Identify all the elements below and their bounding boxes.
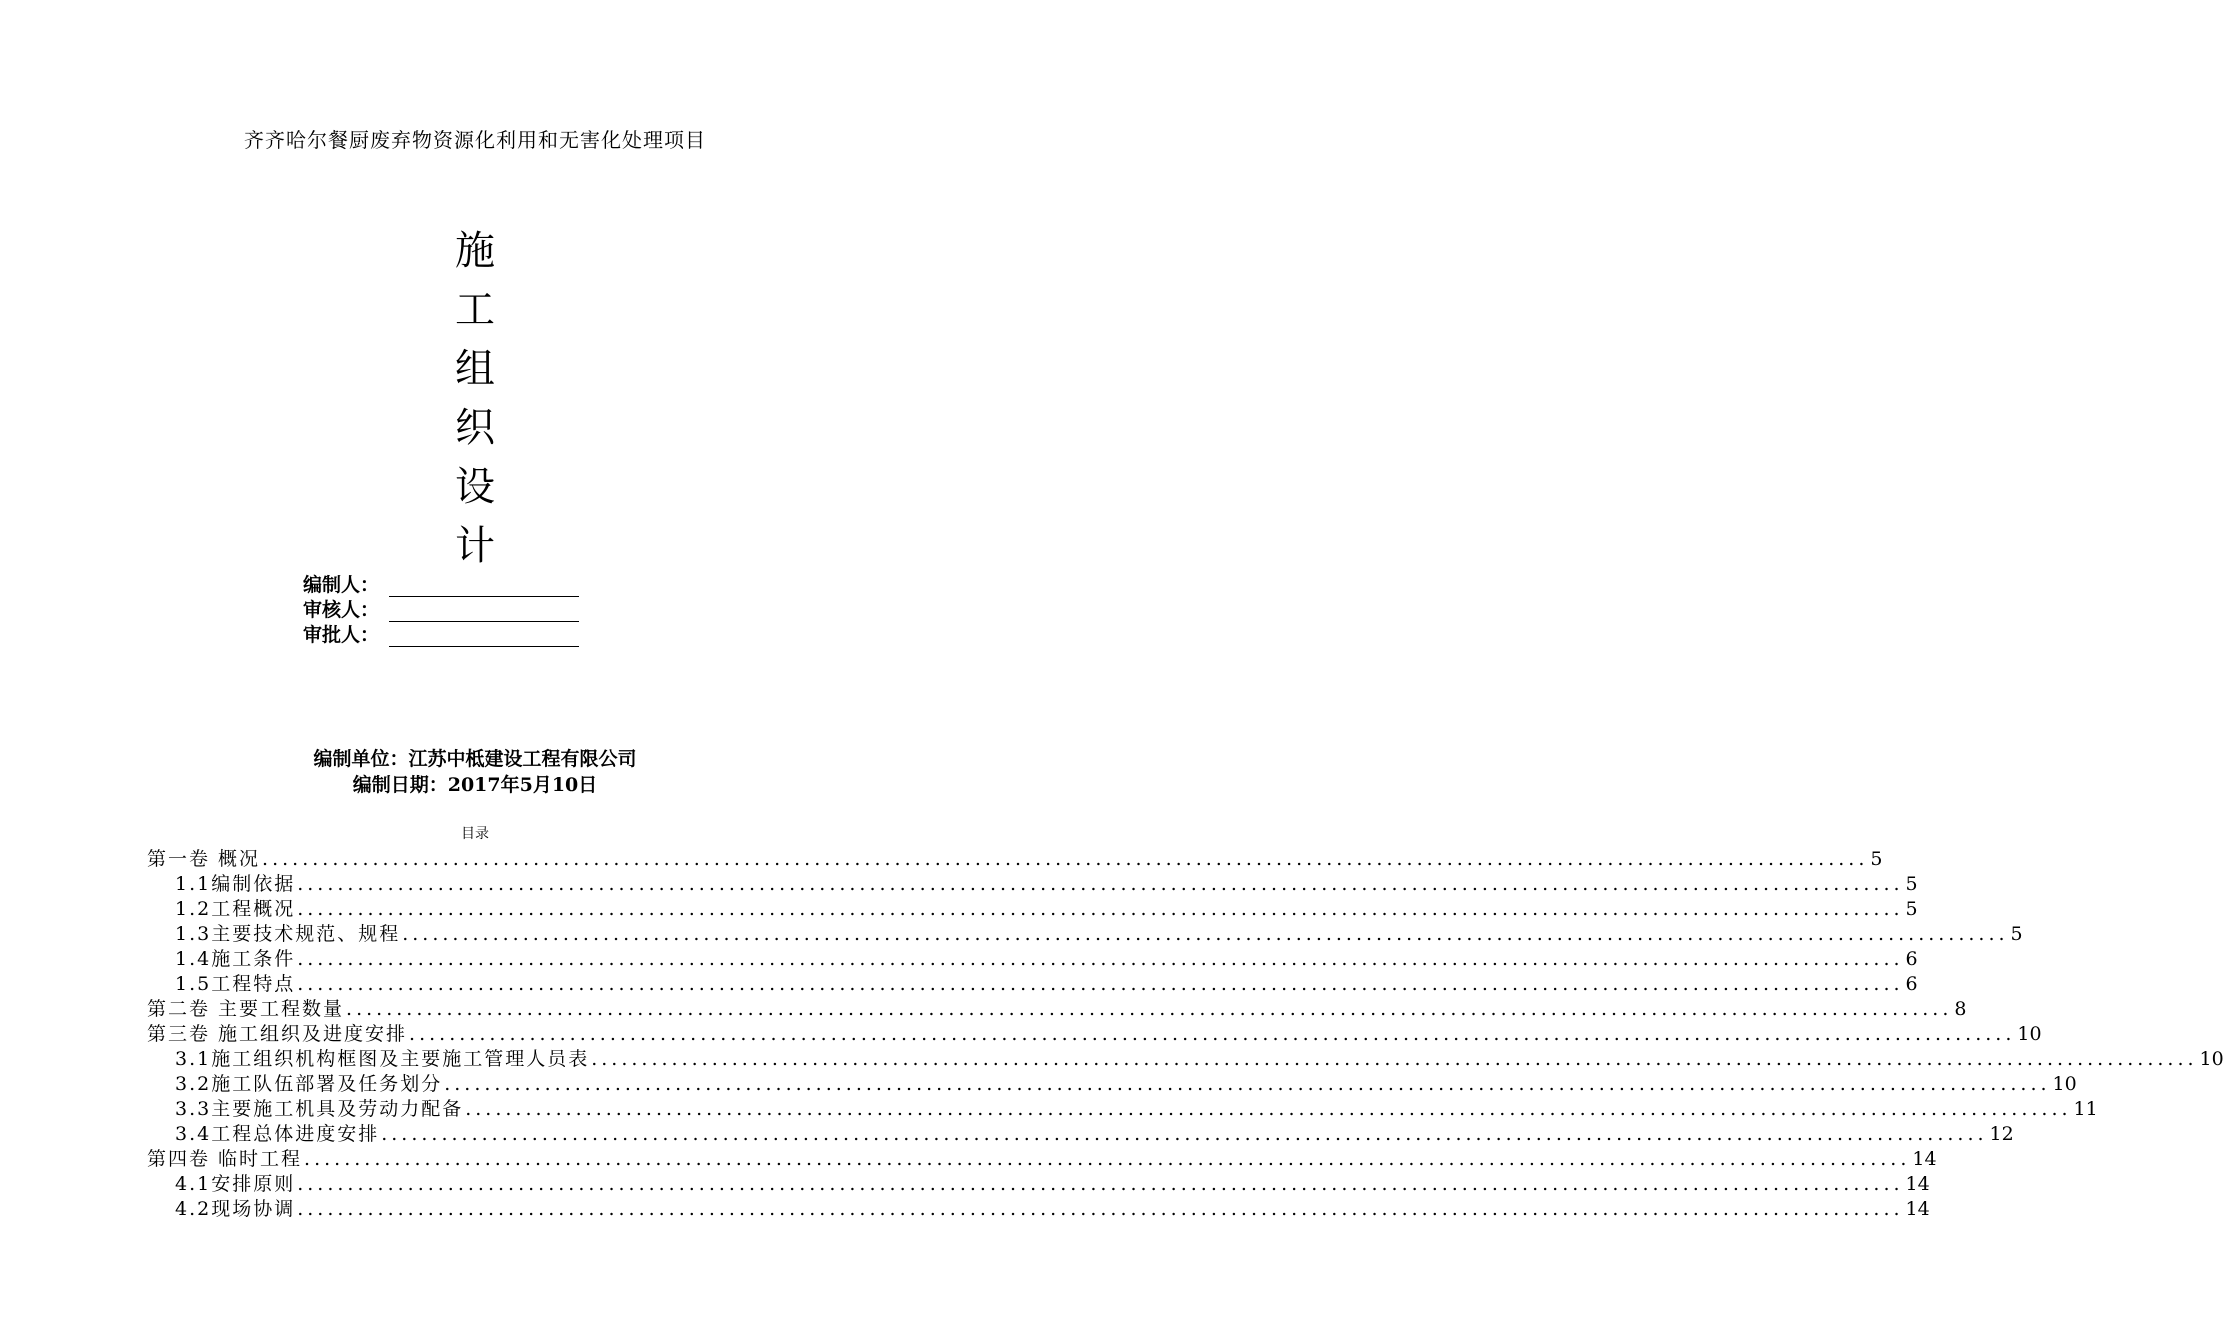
toc-item-title: 第二卷 主要工程数量	[147, 998, 345, 1020]
toc-item[interactable]	[147, 1022, 2042, 1047]
main-title	[425, 222, 525, 576]
toc-item[interactable]	[147, 922, 2023, 947]
signature-label: 审核人：	[303, 599, 380, 621]
compiler-info	[0, 746, 950, 798]
toc-leader-dots: ................................................................................................................................................................	[297, 873, 1904, 895]
toc-item[interactable]	[147, 1147, 1937, 1172]
toc-item[interactable]	[147, 947, 1918, 972]
toc-leader-dots: ................................................................................................................................................................	[297, 948, 1904, 970]
toc-item-page: 11	[2073, 1098, 2098, 1120]
toc-item-title: 3.2施工队伍部署及任务划分	[175, 1073, 443, 1095]
toc-item[interactable]	[147, 1122, 2014, 1147]
main-title-char: 织	[455, 405, 495, 451]
toc-item-title: 3.3主要施工机具及劳动力配备	[175, 1098, 464, 1120]
toc-item-title: 4.1安排原则	[175, 1173, 296, 1195]
toc-leader-dots: ................................................................................................................................................................	[297, 1198, 1904, 1220]
signature-block	[303, 572, 603, 647]
toc-leader-dots: ................................................................................................................................................................	[381, 1123, 1988, 1145]
toc-item-page: 10	[2017, 1023, 2042, 1045]
main-title-char: 组	[455, 346, 495, 392]
toc-item[interactable]	[147, 997, 1967, 1022]
main-title-char: 计	[455, 523, 495, 569]
toc-item-page: 5	[1870, 848, 1883, 870]
signature-line	[389, 576, 579, 597]
toc-leader-dots: ................................................................................................................................................................	[297, 898, 1904, 920]
toc-item[interactable]	[147, 897, 1918, 922]
toc-item-title: 1.4施工条件	[175, 948, 296, 970]
toc-leader-dots: ................................................................................................................................................................	[591, 1048, 2198, 1070]
project-title: 齐齐哈尔餐厨废弃物资源化利用和无害化处理项目	[244, 128, 706, 152]
toc-item-page: 8	[1954, 998, 1967, 1020]
toc-leader-dots: ................................................................................................................................................................	[297, 1173, 1904, 1195]
toc-item-page: 14	[1905, 1198, 1930, 1220]
toc-leader-dots: ................................................................................................................................................................	[262, 848, 1869, 870]
toc-leader-dots: ................................................................................................................................................................	[465, 1098, 2072, 1120]
toc-item[interactable]	[147, 1072, 2077, 1097]
main-title-char: 工	[455, 287, 495, 333]
compiling-date: 编制日期：2017年5月10日	[352, 774, 598, 796]
toc-item[interactable]	[147, 1172, 1930, 1197]
signature-row-approver	[303, 622, 603, 647]
toc-item-page: 5	[2010, 923, 2023, 945]
toc-item-page: 10	[2052, 1073, 2077, 1095]
toc-item-title: 1.3主要技术规范、规程	[175, 923, 401, 945]
toc-item[interactable]	[147, 972, 1918, 997]
toc-item-title: 第四卷 临时工程	[147, 1148, 303, 1170]
toc-item[interactable]	[147, 1197, 1930, 1222]
toc-item-title: 第一卷 概况	[147, 848, 261, 870]
signature-row-reviewer	[303, 597, 603, 622]
toc-leader-dots: ................................................................................................................................................................	[409, 1023, 2016, 1045]
signature-label: 编制人：	[303, 574, 380, 596]
toc-item-page: 14	[1905, 1173, 1930, 1195]
toc-item-title: 3.1施工组织机构框图及主要施工管理人员表	[175, 1048, 590, 1070]
toc-item-title: 1.5工程特点	[175, 973, 296, 995]
toc-leader-dots: ................................................................................................................................................................	[402, 923, 2009, 945]
table-of-contents	[147, 847, 2224, 1222]
toc-item-page: 14	[1912, 1148, 1937, 1170]
toc-leader-dots: ................................................................................................................................................................	[346, 998, 1953, 1020]
signature-row-compiler	[303, 572, 603, 597]
toc-heading: 目录	[461, 826, 489, 842]
toc-leader-dots: ................................................................................................................................................................	[444, 1073, 2051, 1095]
toc-item[interactable]	[147, 872, 1918, 897]
toc-item[interactable]	[147, 847, 1883, 872]
toc-item-page: 12	[1989, 1123, 2014, 1145]
toc-item-page: 6	[1905, 948, 1918, 970]
toc-leader-dots: ................................................................................................................................................................	[304, 1148, 1911, 1170]
signature-line	[389, 626, 579, 647]
toc-item-title: 4.2现场协调	[175, 1198, 296, 1220]
toc-item-page: 5	[1905, 898, 1918, 920]
toc-item-page: 10	[2199, 1048, 2224, 1070]
compiling-unit: 编制单位：江苏中柢建设工程有限公司	[313, 748, 637, 770]
toc-item-title: 1.1编制依据	[175, 873, 296, 895]
toc-item-title: 第三卷 施工组织及进度安排	[147, 1023, 408, 1045]
signature-label: 审批人：	[303, 624, 380, 646]
toc-item[interactable]	[147, 1047, 2224, 1072]
main-title-char: 设	[455, 464, 495, 510]
toc-item-page: 6	[1905, 973, 1918, 995]
toc-item-title: 1.2工程概况	[175, 898, 296, 920]
signature-line	[389, 601, 579, 622]
toc-item-title: 3.4工程总体进度安排	[175, 1123, 380, 1145]
toc-item-page: 5	[1905, 873, 1918, 895]
toc-item[interactable]	[147, 1097, 2098, 1122]
toc-leader-dots: ................................................................................................................................................................	[297, 973, 1904, 995]
main-title-char: 施	[455, 228, 495, 274]
